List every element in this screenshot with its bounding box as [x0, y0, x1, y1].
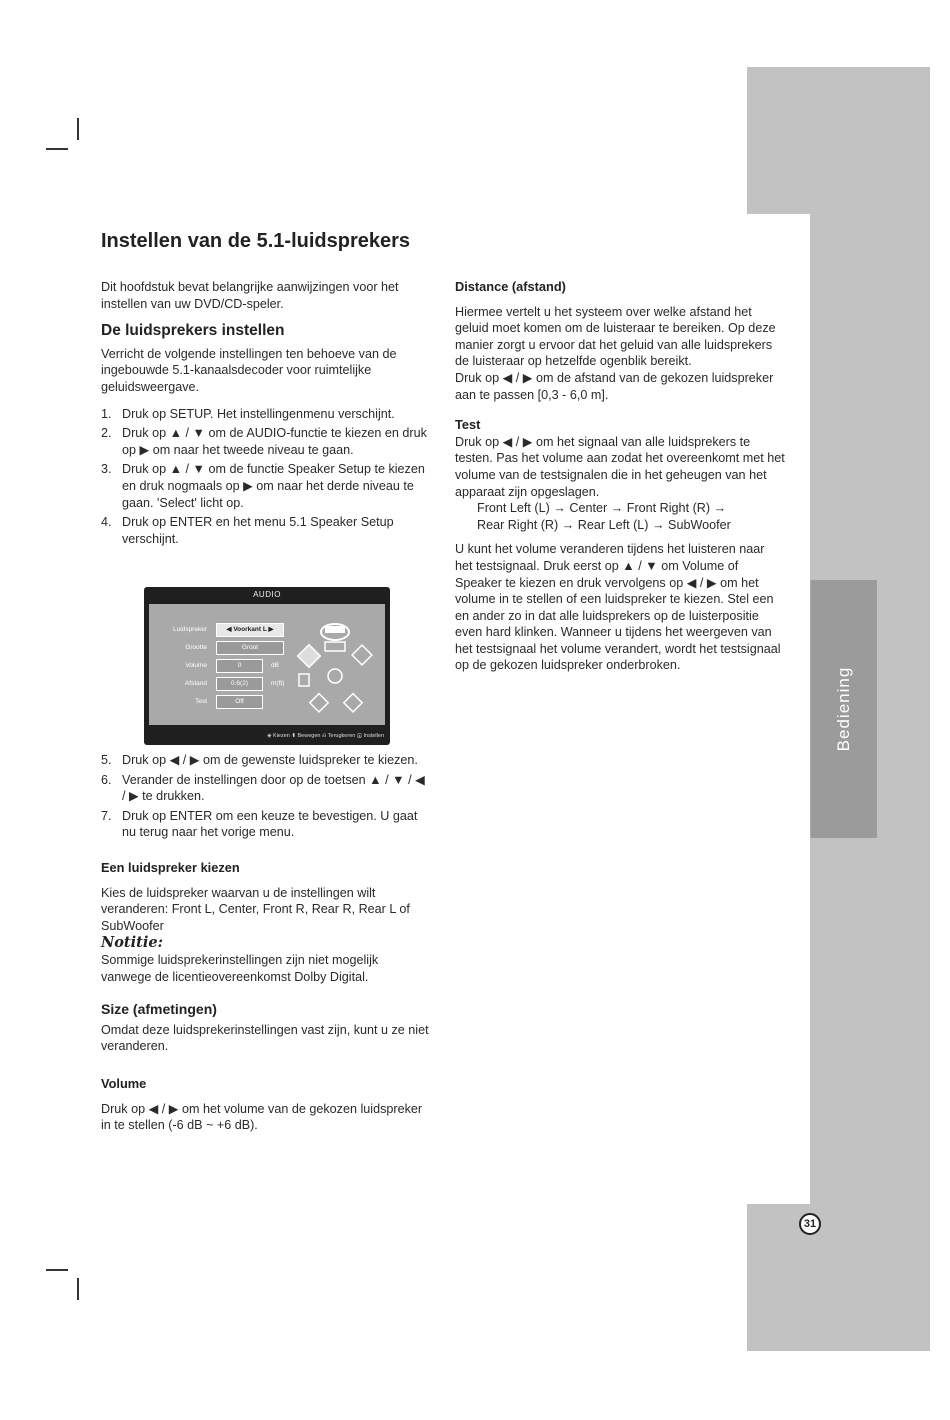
test-text: Druk op ◀ / ▶ om het signaal van alle luidsprekers te testen. Pas het volume aan zodat het overeenkomt met het volume van de testsignalen die in het geheugen van het apparaat zijn opgeslagen.: [455, 434, 785, 499]
osd-row-size: Grootte Groot: [149, 641, 385, 655]
section-intro: Verricht de volgende instellingen ten behoeve van de ingebouwde 5.1-kanaalsdecoder voor ruimtelijke geluidsweergave.: [101, 346, 397, 394]
choose-speaker-heading: Een luidspreker kiezen: [101, 859, 240, 875]
list-item: 2. Druk op ▲ / ▼ om de AUDIO-functie te kiezen en druk op ▶ om naar het tweede niveau te gaan.: [101, 426, 427, 457]
crop-mark: [77, 118, 79, 140]
size-heading: Size (afmetingen): [101, 1001, 217, 1018]
osd-row-test: Test Off: [149, 695, 385, 709]
list-item: 4. Druk op ENTER en het menu 5.1 Speaker Setup verschijnt.: [101, 515, 394, 546]
volume-heading: Volume: [101, 1075, 147, 1091]
list-item: 6. Verander de instellingen door op de toetsen ▲ / ▼ / ◀ / ▶ te drukken.: [101, 772, 425, 804]
section-heading: De luidsprekers instellen: [101, 322, 285, 340]
test-text-2: U kunt het volume veranderen tijdens het luisteren naar het testsignaal. Druk eerst op ▲ / ▼ om Volume of Speaker te kiezen en druk vervolgens op ◀ / ▶ om het volume in te stellen of een luidspreker te kiezen. Stel een en ander zo in dat alle luidsprekers op de luisterpositie even hard klinken. Wanneer u tijdens het weergeven van het testsignaal het volume verandert, wordt het testsignaal op de gekozen luidspreker onderbroken.: [455, 542, 781, 673]
page-band-top: [747, 67, 930, 214]
section-tab: [810, 580, 877, 838]
distance-heading: Distance (afstand): [455, 279, 566, 294]
osd-title: AUDIO: [253, 590, 281, 599]
intro-text: Dit hoofdstuk bevat belangrijke aanwijzingen voor het instellen van uw DVD/CD-speler.: [101, 280, 399, 311]
list-item: 3. Druk op ▲ / ▼ om de functie Speaker Setup te kiezen en druk nogmaals op ▶ om naar het derde niveau te gaan. 'Select' licht op.: [101, 462, 425, 510]
note-text: Sommige luidsprekerinstellingen zijn niet mogelijk vanwege de licentieovereenkomst Dolby Digital.: [101, 952, 379, 984]
steps-list-a: [101, 406, 431, 548]
section-tab-label: Bediening: [834, 666, 853, 752]
note-label: Notitie:: [101, 934, 163, 952]
osd-footer: ◈ Kiezen ⬍ Bewegen ⎌ Terugkeren ⓧ Instellen: [267, 733, 384, 739]
distance-text-2: Druk op ◀ / ▶ om de afstand van de gekozen luidspreker aan te passen [0,3 - 6,0 m].: [455, 370, 774, 402]
crop-mark: [77, 1278, 79, 1300]
size-text: Omdat deze luidsprekerinstellingen vast zijn, kunt u ze niet veranderen.: [101, 1022, 429, 1054]
list-item: 7. Druk op ENTER om een keuze te bevestigen. U gaat nu terug naar het vorige menu.: [101, 808, 418, 840]
osd-row-speaker: Luidspreker ◀ Voorkant L ▶: [149, 623, 385, 637]
crop-mark: [46, 1269, 68, 1271]
list-item: 5. Druk op ◀ / ▶ om de gewenste luidspreker te kiezen.: [101, 753, 418, 767]
right-column: [455, 279, 785, 674]
audio-menu-screenshot: [144, 587, 390, 745]
left-column-bottom: [101, 752, 431, 1134]
crop-mark: [46, 148, 68, 150]
page-band-bottom: [747, 1204, 930, 1351]
choose-speaker-text: Kies de luidspreker waarvan u de instellingen wilt veranderen: Front L, Center, Front R, Rear R, Rear L of SubWoofer: [101, 885, 410, 933]
page-number: 31: [799, 1213, 821, 1235]
speaker-layout-icon: [295, 618, 381, 718]
osd-row-volume: Volume 0 dB: [149, 659, 385, 673]
osd-panel: [149, 604, 385, 725]
distance-text: Hiermee vertelt u het systeem over welke afstand het geluid moet komen om de luisteraar te bereiken. Op deze manier zorgt u ervoor dat het geluid van alle luidsprekers de luisteraar op hetzelfde ogenblik bereikt.: [455, 304, 776, 369]
osd-row-distance: Afstand 0.6(2) m(ft): [149, 677, 385, 691]
test-sequence-2: Rear Right (R) → Rear Left (L) → SubWoofer: [477, 517, 731, 532]
test-sequence-1: Front Left (L) → Center → Front Right (R) →: [477, 501, 727, 516]
page-title: Instellen van de 5.1-luidsprekers: [101, 230, 411, 252]
test-heading: Test: [455, 417, 481, 433]
steps-list-b: [101, 752, 431, 841]
left-column-top: [101, 279, 431, 547]
volume-text: Druk op ◀ / ▶ om het volume van de gekozen luidspreker in te stellen (-6 dB ~ +6 dB).: [101, 1101, 423, 1133]
list-item: 1. Druk op SETUP. Het instellingenmenu verschijnt.: [101, 406, 395, 421]
